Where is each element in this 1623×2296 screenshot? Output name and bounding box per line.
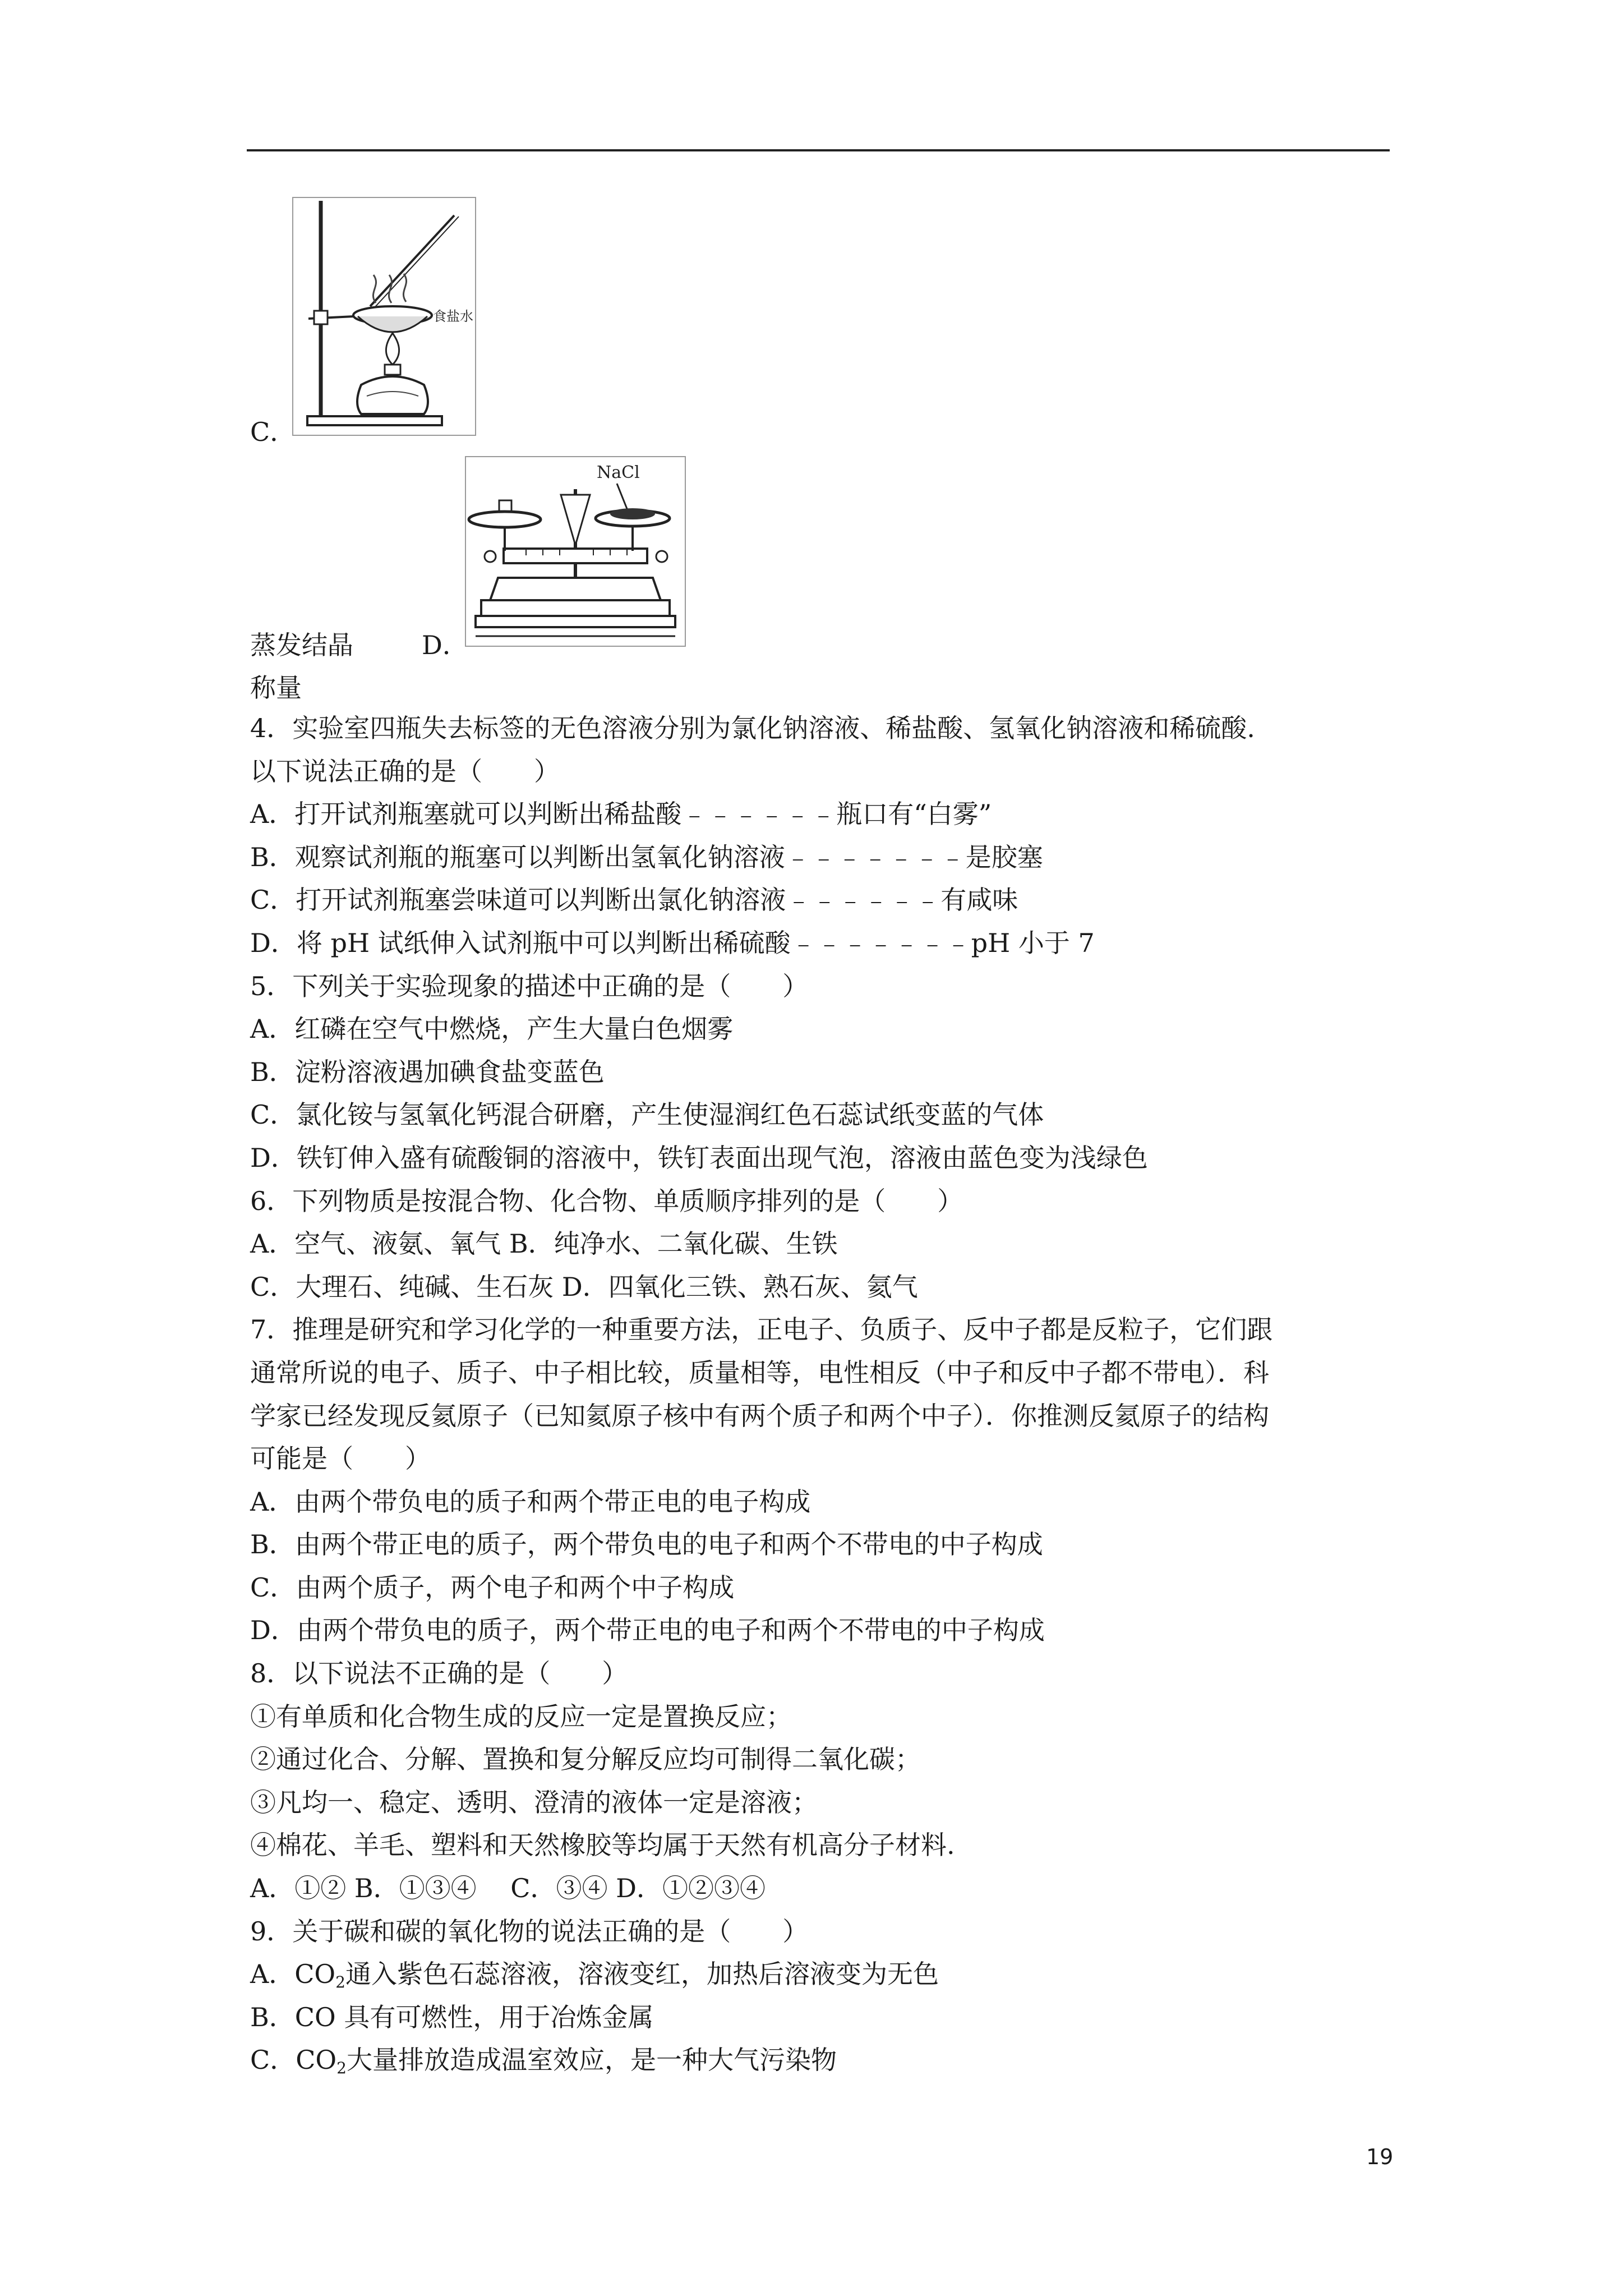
text-line: 7．推理是研究和学习化学的一种重要方法，正电子、负质子、反中子都是反粒子，它们跟 [250,1314,1273,1345]
header-rule [247,149,1390,151]
figure-d-caption: 称量 [250,673,302,703]
text-line: ③凡均一、稳定、透明、澄清的液体一定是溶液； [250,1787,818,1818]
text-line: 5．下列关于实验现象的描述中正确的是（ ） [250,970,809,1001]
text-line: 4．实验室四瓶失去标签的无色溶液分别为氯化钠溶液、稀盐酸、氢氧化钠溶液和稀硫酸. [250,713,1255,743]
text-line: D．将 pH 试纸伸入试剂瓶中可以判断出稀硫酸﹣﹣﹣﹣﹣﹣﹣pH 小于 7 [250,927,1095,958]
nacl-label: NaCl [597,463,640,482]
q9-a-text: 通入紫色石蕊溶液，溶液变红，加热后溶液变为无色 [345,1959,939,1990]
text-line: ①有单质和化合物生成的反应一定是置换反应； [250,1701,792,1732]
text-line: A．①② B．①③④ C．③④ D．①②③④ [250,1873,766,1904]
text-line: D．由两个带负电的质子，两个带正电的电子和两个不带电的中子构成 [250,1615,1045,1646]
evaporation-apparatus-figure [292,196,477,436]
subscript: 2 [335,1973,345,1992]
text-line: B．观察试剂瓶的瓶塞可以判断出氢氧化钠溶液﹣﹣﹣﹣﹣﹣﹣是胶塞 [250,841,1043,872]
option-c-label: C． [250,417,296,447]
salt-water-label: 食盐水 [433,309,473,324]
text-line: 学家已经发现反氦原子（已知氦原子核中有两个质子和两个中子）．你推测反氦原子的结构 [250,1400,1269,1431]
q9-c-prefix: C．CO [250,2045,337,2076]
q9-a-prefix: A．CO [250,1959,336,1990]
text-line: 以下说法正确的是（ ） [250,756,560,786]
text-line: A．红磷在空气中燃烧，产生大量白色烟雾 [250,1014,734,1045]
q9-option-a [250,1953,1428,1996]
text-line: D．铁钉伸入盛有硫酸铜的溶液中，铁钉表面出现气泡，溶液由蓝色变为浅绿色 [250,1142,1148,1173]
text-line: B．淀粉溶液遇加碘食盐变蓝色 [250,1056,605,1087]
text-line: C．大理石、纯碱、生石灰 D．四氧化三铁、熟石灰、氦气 [250,1271,918,1302]
subscript: 2 [336,2059,347,2078]
text-line: A．空气、液氨、氧气 B．纯净水、二氧化碳、生铁 [250,1228,838,1259]
text-line: 通常所说的电子、质子、中子相比较，质量相等，电性相反（中子和反中子都不带电）．科 [250,1357,1269,1388]
figure-c-caption: 蒸发结晶 [250,630,353,660]
page-number: 19 [1366,2145,1394,2169]
text-line: A．由两个带负电的质子和两个带正电的电子构成 [250,1486,811,1517]
text-line: 8．以下说法不正确的是（ ） [250,1658,628,1689]
text-line: 可能是（ ） [250,1443,431,1474]
text-line: ②通过化合、分解、置换和复分解反应均可制得二氧化碳； [250,1744,921,1775]
text-line: 9．关于碳和碳的氧化物的说法正确的是（ ） [250,1916,809,1947]
text-line: B．由两个带正电的质子，两个带负电的电子和两个不带电的中子构成 [250,1529,1043,1560]
text-line: ④棉花、羊毛、塑料和天然橡胶等均属于天然有机高分子材料. [250,1830,955,1861]
option-d-label: D． [422,630,468,660]
balance-figure [464,455,686,647]
text-line: C．氯化铵与氢氧化钙混合研磨，产生使湿润红色石蕊试纸变蓝的气体 [250,1099,1044,1130]
q9-c-text: 大量排放造成温室效应，是一种大气污染物 [346,2045,837,2076]
text-line: A．打开试剂瓶塞就可以判断出稀盐酸﹣﹣﹣﹣﹣﹣瓶口有“白雾” [250,799,992,830]
text-line: C．由两个质子，两个电子和两个中子构成 [250,1572,735,1603]
question-text [250,707,1428,2082]
q9-option-b: B．CO 具有可燃性，用于冶炼金属 [250,2001,654,2032]
text-line: 6．下列物质是按混合物、化合物、单质顺序排列的是（ ） [250,1185,963,1216]
text-line: C．打开试剂瓶塞尝味道可以判断出氯化钠溶液﹣﹣﹣﹣﹣﹣有咸味 [250,885,1018,915]
q9-option-c [250,2039,1428,2082]
